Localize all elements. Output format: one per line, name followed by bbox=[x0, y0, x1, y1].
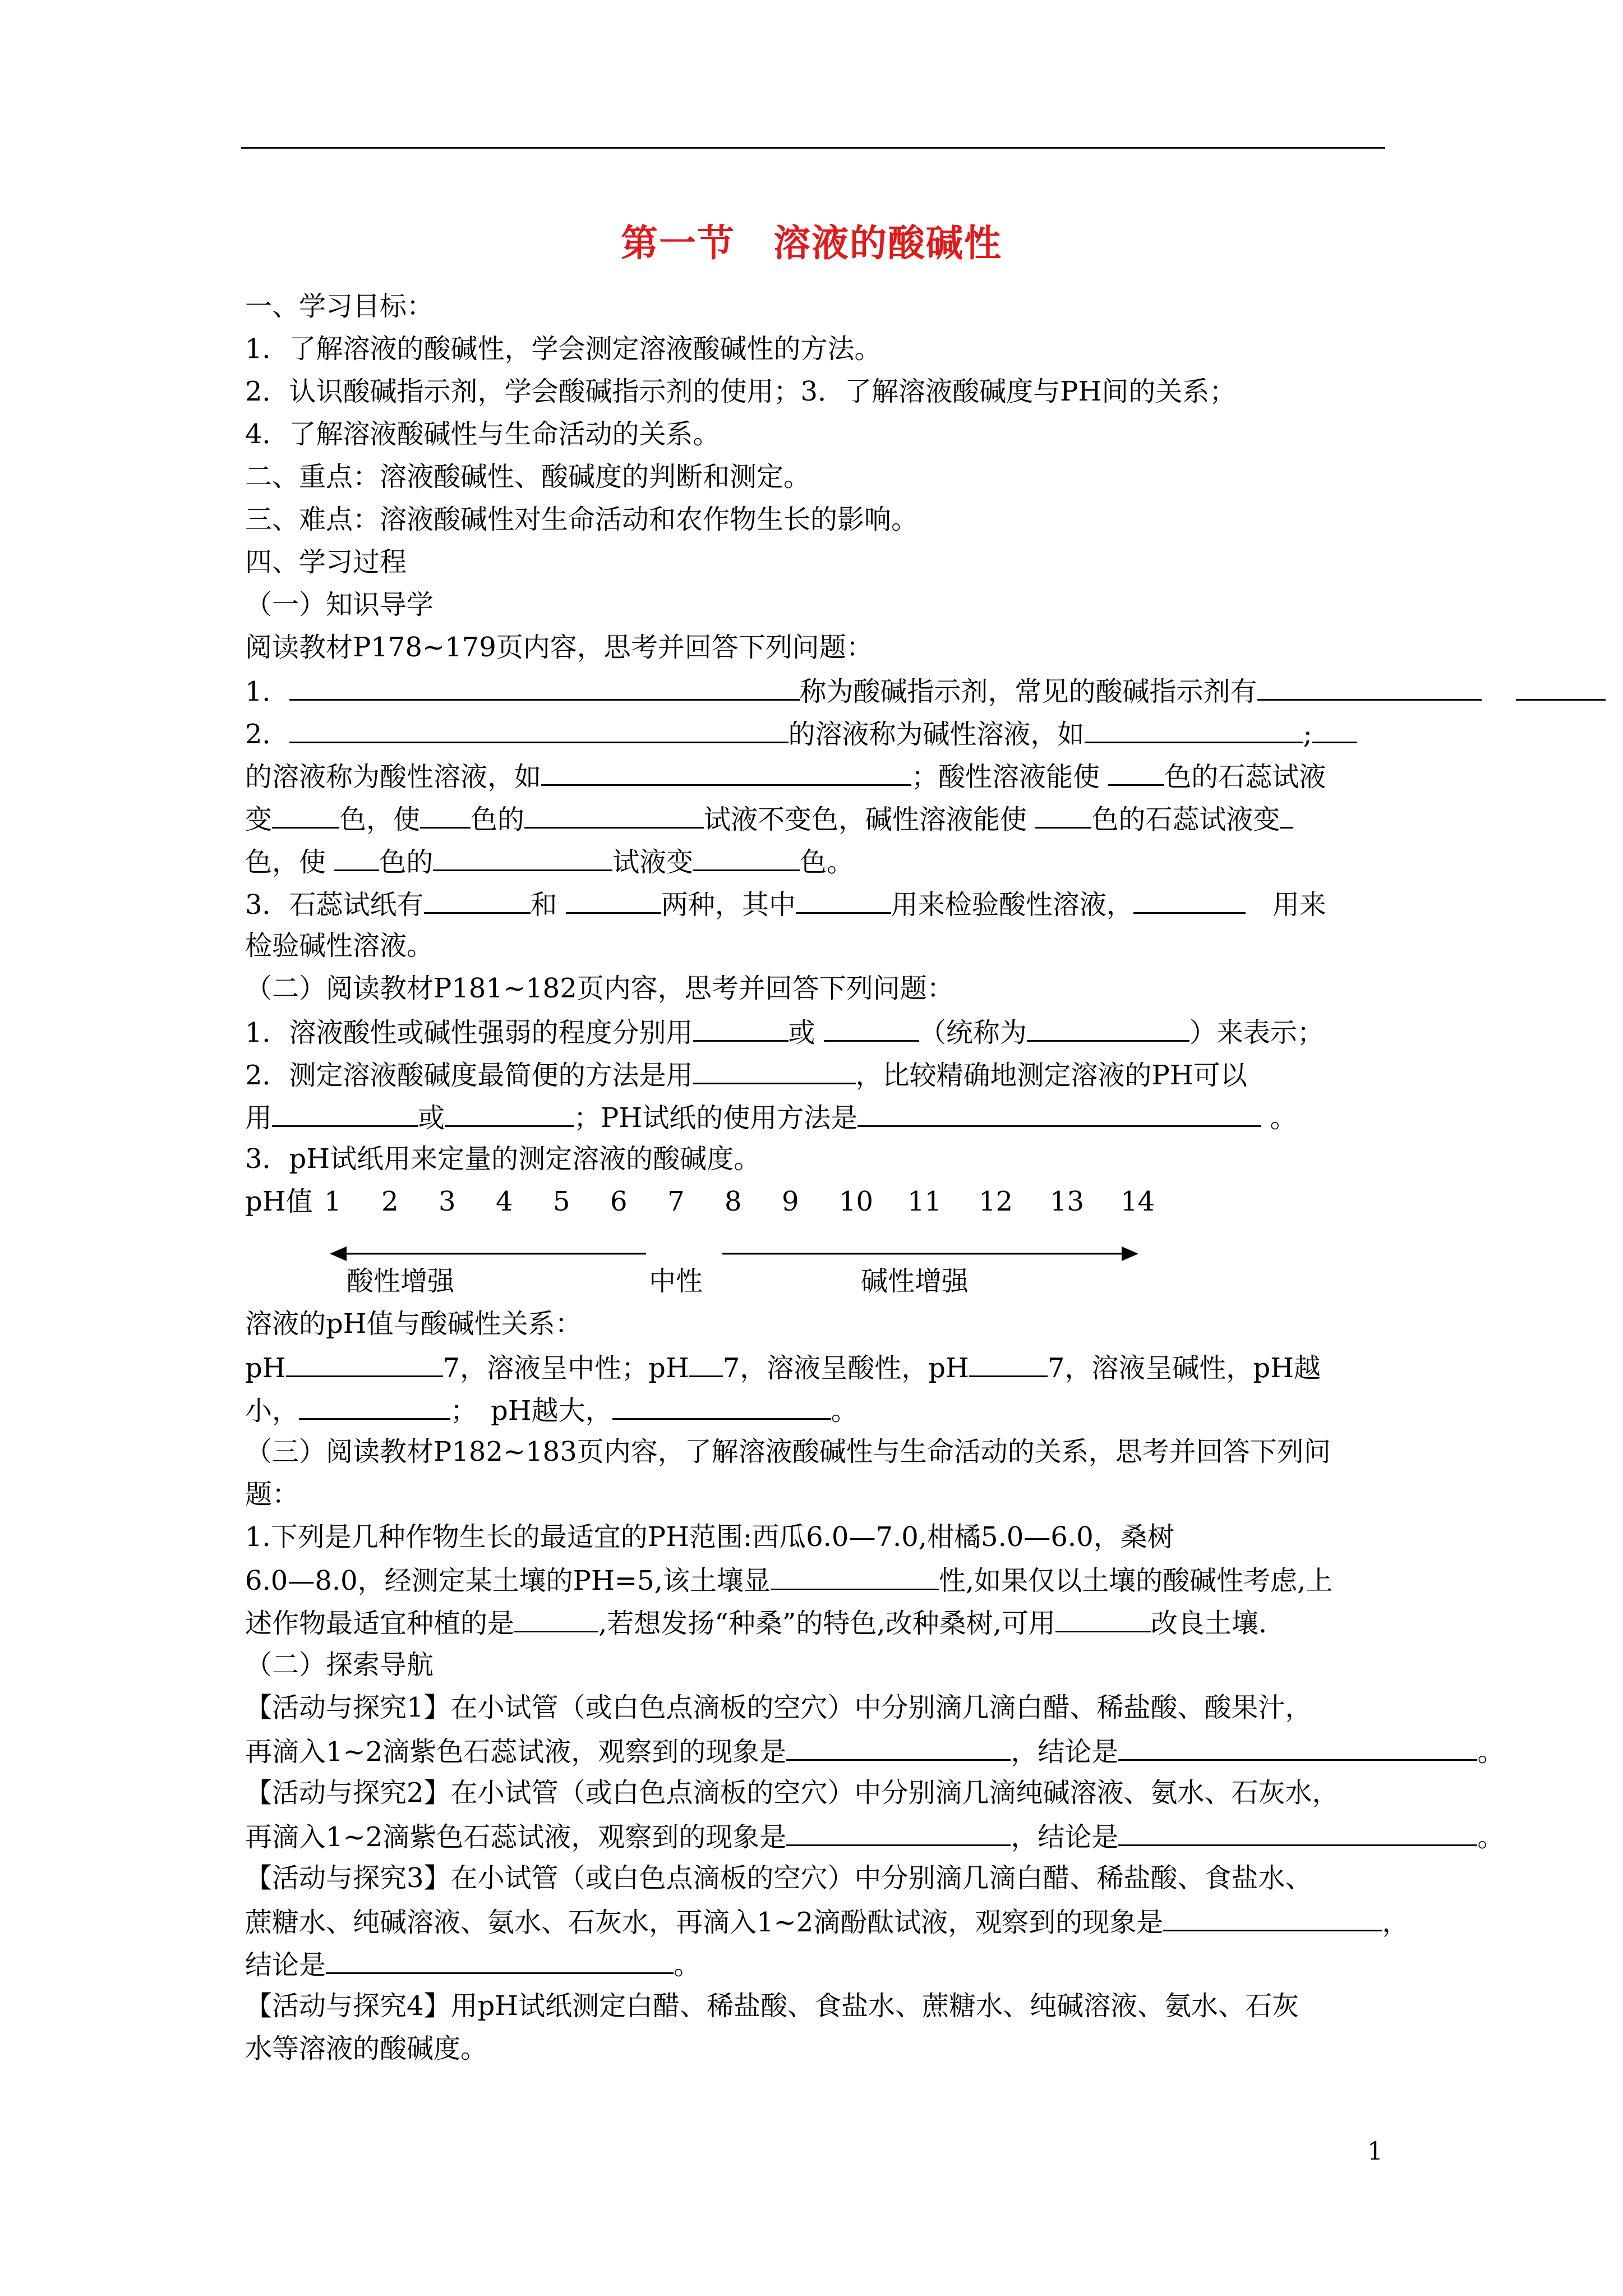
ph-number: 14 bbox=[1121, 1186, 1155, 1217]
question-line: 1． 称为酸碱指示剂，常见的酸碱指示剂有 bbox=[245, 677, 1606, 705]
neutral-label: 中性 bbox=[649, 1266, 703, 1297]
blank[interactable] bbox=[299, 1396, 450, 1420]
text-line: 溶液的pH值与酸碱性关系： bbox=[245, 1308, 582, 1340]
text-line: 检验碱性溶液。 bbox=[245, 930, 434, 961]
question-line: 蔗糖水、纯碱溶液、氨水、石灰水，再滴入1~2滴酚酞试液，观察到的现象是 ， bbox=[245, 1907, 1409, 1938]
ph-number: 3 bbox=[439, 1186, 456, 1217]
text-line: 阅读教材P178~179页内容，思考并回答下列问题： bbox=[245, 632, 873, 663]
text-line: 1.下列是几种作物生长的最适宜的PH范围:西瓜6.0—7.0,柑橘5.0—6.0，桑树 bbox=[245, 1521, 1174, 1553]
blank[interactable] bbox=[1118, 1822, 1477, 1846]
question-line: 再滴入1~2滴紫色石蕊试液，观察到的现象是 ，结论是 。 bbox=[245, 1821, 1505, 1853]
blank[interactable] bbox=[514, 1609, 598, 1632]
question-line: 结论是 。 bbox=[245, 1949, 701, 1981]
text-line: 【活动与探究1】在小试管（或白色点滴板的空穴）中分别滴几滴白醋、稀盐酸、酸果汁， bbox=[245, 1692, 1312, 1723]
question-line: 述作物最适宜种植的是 ,若想发扬“种桑”的特色,改种桑树,可用 改良土壤. bbox=[245, 1608, 1267, 1639]
question-line: 小， ； pH越大， 。 bbox=[245, 1395, 858, 1427]
ph-scale-label: pH值 bbox=[245, 1186, 313, 1217]
question-line: 3．石蕊试纸有 和 两种，其中 用来检验酸性溶液， 用来 bbox=[245, 889, 1326, 921]
subsection-heading: （二）阅读教材P181~182页内容，思考并回答下列问题： bbox=[245, 973, 954, 1004]
ph-number: 10 bbox=[839, 1186, 874, 1217]
ph-number: 5 bbox=[553, 1186, 570, 1217]
section-heading: 一、学习目标： bbox=[245, 291, 434, 322]
ph-number: 13 bbox=[1050, 1186, 1085, 1217]
ph-number: 9 bbox=[782, 1186, 799, 1217]
blank[interactable] bbox=[689, 1353, 723, 1377]
text-line: 3．pH试纸用来定量的测定溶液的酸碱度。 bbox=[245, 1143, 761, 1175]
ph-number: 11 bbox=[907, 1186, 942, 1217]
text-line: 2．认识酸碱指示剂，学会酸碱指示剂的使用；3．了解溶液酸碱度与PH间的关系； bbox=[245, 376, 1237, 407]
subsection-heading: （三）阅读教材P182~183页内容，了解溶液酸碱性与生命活动的关系，思考并回答下列问 bbox=[245, 1436, 1331, 1467]
question-line: pH 7，溶液呈中性；pH 7，溶液呈酸性，pH 7，溶液呈碱性，pH越 bbox=[245, 1352, 1321, 1384]
text-line: 【活动与探究2】在小试管（或白色点滴板的空穴）中分别滴几滴纯碱溶液、氨水、石灰水， bbox=[245, 1777, 1339, 1809]
section-heading: 二、重点：溶液酸碱性、酸碱度的判断和测定。 bbox=[245, 461, 811, 493]
blank[interactable] bbox=[786, 1737, 1011, 1761]
text-line: 水等溶液的酸碱度。 bbox=[245, 2033, 488, 2064]
question-line: 用 或 ；PH试纸的使用方法是 。 bbox=[245, 1102, 1297, 1134]
acid-label: 酸性增强 bbox=[347, 1266, 455, 1297]
ph-number: 2 bbox=[381, 1186, 399, 1217]
section-heading: 四、学习过程 bbox=[245, 546, 407, 578]
blank[interactable] bbox=[786, 1822, 1011, 1846]
question-line: 6.0—8.0，经测定某土壤的PH=5,该土壤显 性,如果仅以土壤的酸碱性考虑,上 bbox=[245, 1565, 1333, 1596]
blank[interactable] bbox=[969, 1353, 1048, 1377]
section-heading: 三、难点：溶液酸碱性对生命活动和农作物生长的影响。 bbox=[245, 504, 919, 535]
question-line: 的溶液称为酸性溶液，如 ；酸性溶液能使 色的石蕊试液 bbox=[245, 761, 1326, 793]
text-line: 1．了解溶液的酸碱性，学会测定溶液酸碱性的方法。 bbox=[245, 333, 882, 365]
subsection-heading: （一）知识导学 bbox=[245, 589, 434, 620]
text-line: 题： bbox=[245, 1479, 299, 1510]
ph-number: 12 bbox=[979, 1186, 1013, 1217]
text-line: 【活动与探究4】用pH试纸测定白醋、稀盐酸、食盐水、蔗糖水、纯碱溶液、氨水、石灰 bbox=[245, 1990, 1299, 2022]
question-line: 1．溶液酸性或碱性强弱的程度分别用 或 （统称为 ）来表示； bbox=[245, 1017, 1324, 1048]
page-title: 第一节 溶液的酸碱性 bbox=[621, 221, 1002, 265]
base-label: 碱性增强 bbox=[861, 1266, 969, 1297]
blank[interactable] bbox=[1118, 1737, 1477, 1761]
ph-number: 6 bbox=[610, 1186, 628, 1217]
ph-number: 7 bbox=[667, 1186, 685, 1217]
ph-number: 8 bbox=[725, 1186, 742, 1217]
subsection-heading: （二）探索导航 bbox=[245, 1649, 434, 1681]
text-line: 【活动与探究3】在小试管（或白色点滴板的空穴）中分别滴几滴白醋、稀盐酸、食盐水、 bbox=[245, 1862, 1312, 1894]
question-line: 2．测定溶液酸碱度最简便的方法是用 ，比较精确地测定溶液的PH可以 bbox=[245, 1060, 1247, 1091]
text-line: 4．了解溶液酸碱性与生命活动的关系。 bbox=[245, 418, 720, 450]
page-number: 1 bbox=[1367, 2137, 1383, 2166]
blank[interactable] bbox=[1055, 1609, 1151, 1632]
ph-number: 4 bbox=[496, 1186, 513, 1217]
acid-arrowhead-icon bbox=[330, 1246, 347, 1261]
question-line: 再滴入1~2滴紫色石蕊试液，观察到的现象是 ，结论是 。 bbox=[245, 1736, 1505, 1768]
blank[interactable] bbox=[326, 1950, 674, 1974]
blank[interactable] bbox=[1163, 1907, 1382, 1931]
question-line: 色，使 色的 试液变 色。 bbox=[245, 846, 854, 878]
blank[interactable] bbox=[771, 1566, 939, 1590]
question-line: 变 色，使 色的 试液不变色，碱性溶液能使 色的石蕊试液变 bbox=[245, 804, 1293, 833]
question-line: 2． 的溶液称为碱性溶液，如 ; bbox=[245, 719, 1357, 748]
base-arrowhead-icon bbox=[1122, 1246, 1138, 1261]
blank[interactable] bbox=[612, 1396, 831, 1420]
ph-number: 1 bbox=[324, 1186, 342, 1217]
blank[interactable] bbox=[286, 1353, 443, 1377]
